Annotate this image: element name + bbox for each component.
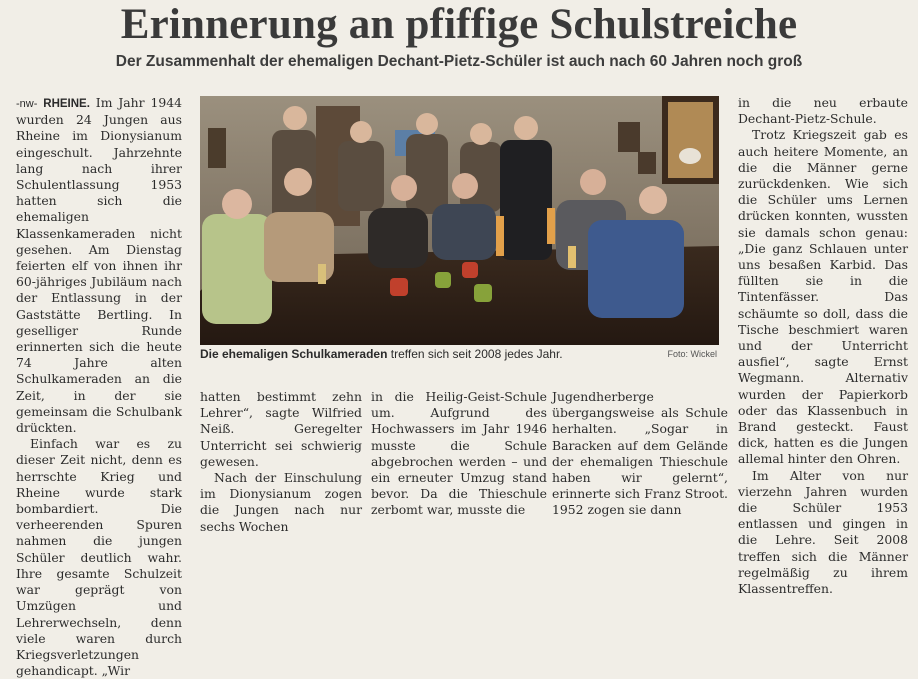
photo-caption [200, 347, 719, 365]
article-paragraph: in die neu erbaute Dechant-Pietz-Schule. [738, 95, 908, 127]
article-paragraph: Trotz Kriegszeit gab es auch heitere Momente, an die die Männer gerne zurückdenken. Wie sich die Schüler ums Lernen drücken konnten, wussten sie damals schon genau: „Die ganz Schlauen unter uns besaßen Karbid. Das füllten sie in die Tintenfässer. Das schäumte so doll, dass die Tische beschmiert waren und der Unterricht ausfiel“, sagte Ernst Wegmann. Alternativ wurden der Papierkorb oder das Klassenbuch in Brand gesteckt. Faust dick, hatten es die Jungen allemal hinter den Ohren. [738, 127, 908, 467]
subheadline: Der Zusammenhalt der ehemaligen Dechant-Pietz-Schüler ist auch nach 60 Jahren noch groß [115, 53, 803, 70]
article-paragraph [16, 95, 182, 436]
article-paragraph: Einfach war es zu dieser Zeit nicht, denn es herrschte Krieg und Rheine wurde stark bombardiert. Die verheerenden Spuren nahmen die jungen Schüler deutlich wahr. Ihre gesamte Schulzeit war geprägt von Umzügen und Lehrerwechseln, denn viele waren durch Kriegsverletzungen gehandicapt. „Wir [16, 436, 182, 679]
caption-text: treffen sich seit 2008 jedes Jahr. [387, 347, 563, 361]
article-column-1 [16, 95, 182, 679]
article-paragraph: Nach der Einschulung im Dionysianum zogen die Jungen nach nur sechs Wochen [200, 470, 362, 534]
headline: Erinnerung an pfiffige Schulstreiche [120, 1, 798, 48]
article-paragraph: in die Heilig-Geist-Schule um. Aufgrund des Hochwassers im Jahr 1946 musste die Schule abgebrochen werden – und ein erneuter Umzug stand bevor. Da die Thieschule zerbomt war, musste die [371, 389, 547, 518]
article-column-4 [552, 389, 728, 519]
article-column-2 [200, 389, 362, 535]
caption-bold: Die ehemaligen Schulkameraden [200, 347, 388, 361]
article-column-5 [738, 95, 908, 597]
group-photo-image [200, 96, 719, 345]
article-text: Im Jahr 1944 wurden 24 Jungen aus Rheine im Dionysianum eingeschult. Jahrzehnte lang nach ihrer Schulentlassung 1953 hatten sich die ehemaligen Klassenkameraden nicht gesehen. Am Dienstag feierten elf von ihnen ihr 60-jähriges Jubiläum nach der Entlassung in der Gaststätte Bertling. In geselliger Runde erinnerten sich die heute 74 Jahre alten Schulkameraden an die Zeit, in der sie gemeinsam die Schulbank drückten. [16, 95, 182, 436]
article-paragraph: hatten bestimmt zehn Lehrer“, sagte Wilfried Neiß. Geregelter Unterricht sei schwierig gewesen. [200, 389, 362, 469]
article-paragraph: Jugendherberge übergangsweise als Schule herhalten. „Sogar in Baracken auf dem Gelände der ehemaligen Thieschule haben wir gelernt“, erinnerte sich Franz Stroot. 1952 zogen sie dann [552, 389, 728, 518]
article-column-3 [371, 389, 547, 519]
dateline: -nw- [16, 98, 38, 110]
place-name: RHEINE. [43, 98, 90, 110]
group-photo [200, 96, 719, 345]
article-paragraph: Im Alter von nur vierzehn Jahren wurden die Schüler 1953 entlassen und gingen in die Lehre. Seit 2008 treffen sich die Männer regelmäßig zu ihrem Klassentreffen. [738, 467, 908, 597]
photo-credit: Foto: Wickel [667, 349, 717, 359]
